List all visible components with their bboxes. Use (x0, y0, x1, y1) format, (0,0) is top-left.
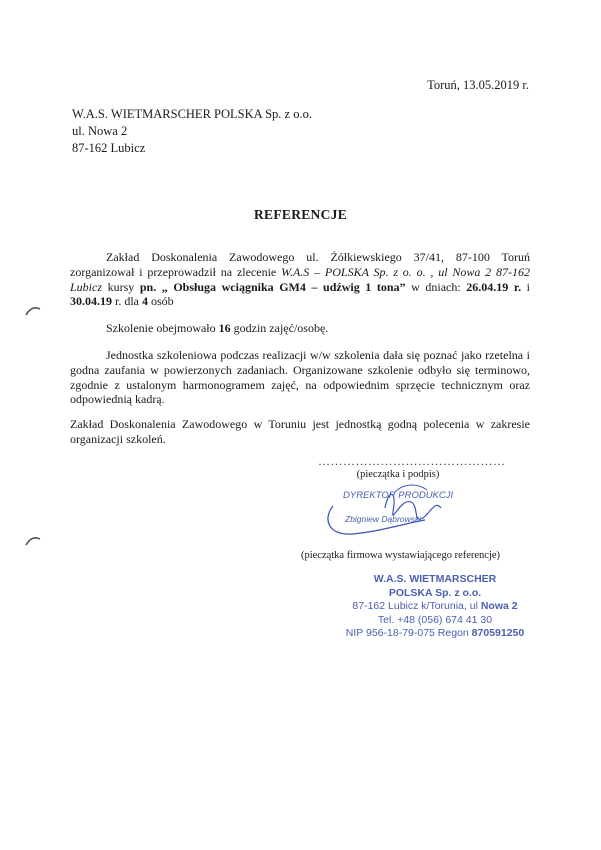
director-stamp-signature (315, 478, 465, 538)
company-stamp-caption: (pieczątka firmowa wystawiającego referencje) (300, 550, 501, 561)
date-to: 30.04.19 (70, 294, 112, 309)
hours-count: 16 (218, 321, 231, 335)
paragraph-hours: Szkolenie obejmowało 16 godzin zajęć/osobę. (106, 321, 329, 335)
company-stamp (330, 573, 540, 641)
company-stamp-phone: Tel. +48 (056) 674 41 30 (377, 613, 493, 626)
signature-line: ……………………………………… (318, 454, 506, 468)
paragraph-evaluation: Jednostka szkoleniowa podczas realizacji w/w szkolenia dała się poznać jako rzetelna i godna zaufania w powierzonych zadaniach. Organizowane szkolenie odbyło się terminowo, zgodnie z ustalonym harmonogramem zajęć, na odpowiednim sprzęcie technicznym oraz odpowiednią kadrą. (70, 348, 530, 407)
stamp-title-text: DYREKTOR PRODUKCJI (343, 490, 454, 501)
company-stamp-name2: POLSKA Sp. z o.o. (388, 586, 482, 599)
signature-caption: (pieczątka i podpis) (356, 469, 440, 480)
recipient-name: W.A.S. WIETMARSCHER POLSKA Sp. z o.o. (72, 107, 312, 121)
date-from: 26.04.19 r. (466, 279, 522, 294)
client-name: W.A.S – POLSKA Sp. z o. o. , ul Nowa 2 87-162 Lubicz (70, 264, 530, 294)
recipient-street: ul. Nowa 2 (72, 124, 128, 138)
stamp-name-text: Zbigniew Dąbrowski (345, 514, 422, 524)
company-stamp-ids: NIP 956-18-79-075 Regon 870591250 (345, 627, 525, 639)
punch-hole-mark (24, 304, 42, 316)
company-stamp-address: 87-162 Lubicz k/Torunia, ul Nowa 2 (352, 600, 518, 612)
paragraph-recommendation: Zakład Doskonalenia Zawodowego w Toruniu jest jednostką godną polecenia w zakresie organizacji szkoleń. (70, 417, 530, 446)
course-name: pn. „ Obsługa wciągnika GM4 – udźwig 1 tona” (139, 279, 406, 294)
recipient-city: 87-162 Lubicz (72, 141, 146, 155)
document-title: REFERENCJE (253, 207, 347, 222)
punch-hole-mark (24, 534, 42, 546)
paragraph-organizer: Zakład Doskonalenia Zawodowego ul. Żółkiewskiego 37/41, 87-100 Toruń zorganizował i przeprowadził na zlecenie W.A.S – POLSKA Sp. z o. o. , ul Nowa 2 87-162 Lubicz kursy pn. „ Obsługa wciągnika GM4 – udźwig 1 tona” w dniach: 26.04.19 r. i 30.04.19 r. dla 4 osób (70, 250, 530, 309)
persons-count: 4 (142, 294, 148, 309)
company-stamp-name: W.A.S. WIETMARSCHER (373, 573, 497, 585)
letter-date: Toruń, 13.05.2019 r. (427, 78, 529, 92)
recipient-address (72, 106, 312, 157)
